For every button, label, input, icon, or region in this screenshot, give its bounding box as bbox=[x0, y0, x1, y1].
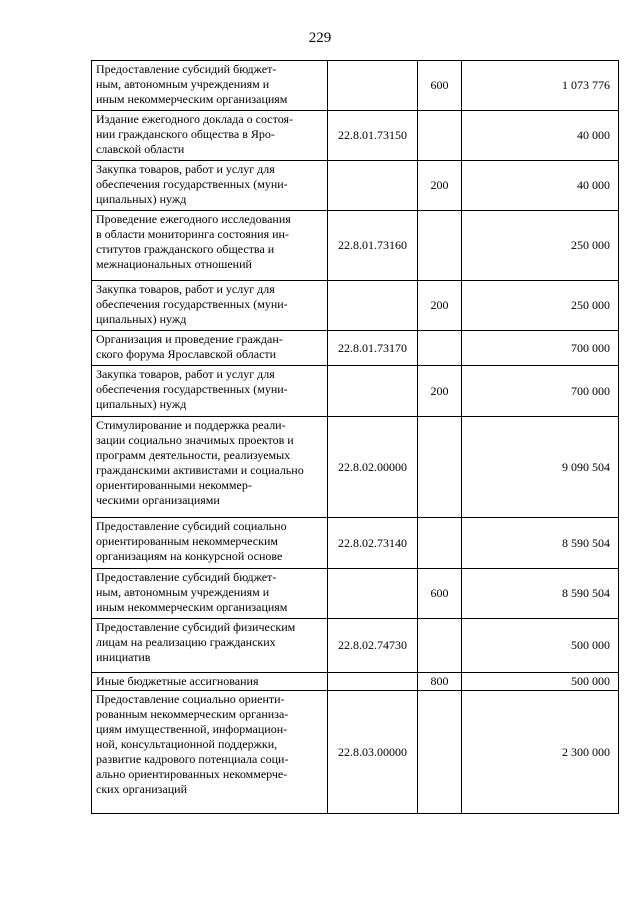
row-description: Закупка товаров, работ и услуг для обеспечения государственных (муни- ципальных) нужд bbox=[92, 366, 328, 417]
row-amount: 500 000 bbox=[462, 673, 619, 691]
budget-table-body bbox=[92, 61, 619, 814]
row-description: Закупка товаров, работ и услуг для обеспечения государственных (муни- ципальных) нужд bbox=[92, 281, 328, 331]
row-code: 22.8.01.73150 bbox=[328, 111, 418, 161]
row-expense-type bbox=[418, 691, 462, 814]
row-expense-type: 800 bbox=[418, 673, 462, 691]
row-description: Предоставление субсидий бюджет- ным, автономным учреждениям и иным некоммерческим организациям bbox=[92, 569, 328, 619]
table-row bbox=[92, 673, 619, 691]
row-code: 22.8.02.00000 bbox=[328, 417, 418, 518]
row-amount: 8 590 504 bbox=[462, 569, 619, 619]
row-amount: 40 000 bbox=[462, 161, 619, 211]
row-expense-type bbox=[418, 518, 462, 569]
row-amount: 700 000 bbox=[462, 331, 619, 366]
table-row bbox=[92, 417, 619, 518]
table-row bbox=[92, 331, 619, 366]
row-expense-type: 600 bbox=[418, 569, 462, 619]
row-code: 22.8.03.00000 bbox=[328, 691, 418, 814]
table-row bbox=[92, 111, 619, 161]
row-amount: 8 590 504 bbox=[462, 518, 619, 569]
row-code: 22.8.02.74730 bbox=[328, 619, 418, 673]
row-code bbox=[328, 366, 418, 417]
table-row bbox=[92, 518, 619, 569]
row-expense-type bbox=[418, 211, 462, 281]
row-amount: 2 300 000 bbox=[462, 691, 619, 814]
row-amount: 700 000 bbox=[462, 366, 619, 417]
row-expense-type bbox=[418, 619, 462, 673]
page-number: 229 bbox=[308, 30, 332, 46]
table-row bbox=[92, 161, 619, 211]
row-description: Организация и проведение граждан- ского форума Ярославской области bbox=[92, 331, 328, 366]
row-code: 22.8.01.73160 bbox=[328, 211, 418, 281]
row-expense-type: 200 bbox=[418, 366, 462, 417]
row-code: 22.8.01.73170 bbox=[328, 331, 418, 366]
row-description: Предоставление субсидий бюджет- ным, автономным учреждениям и иным некоммерческим организациям bbox=[92, 61, 328, 111]
row-amount: 250 000 bbox=[462, 211, 619, 281]
row-code bbox=[328, 569, 418, 619]
table-row bbox=[92, 691, 619, 814]
row-code bbox=[328, 161, 418, 211]
row-code bbox=[328, 61, 418, 111]
table-row bbox=[92, 619, 619, 673]
table-row bbox=[92, 569, 619, 619]
row-description: Предоставление субсидий социально ориентированным некоммерческим организациям на конкурсной основе bbox=[92, 518, 328, 569]
table-row bbox=[92, 366, 619, 417]
row-description: Иные бюджетные ассигнования bbox=[92, 673, 328, 691]
row-description: Проведение ежегодного исследования в области мониторинга состояния ин- ститутов гражданского общества и межнациональных отношений bbox=[92, 211, 328, 281]
table-row bbox=[92, 281, 619, 331]
budget-table bbox=[91, 60, 619, 814]
row-code bbox=[328, 281, 418, 331]
row-code bbox=[328, 673, 418, 691]
row-amount: 250 000 bbox=[462, 281, 619, 331]
row-description: Предоставление социально ориенти- рованным некоммерческим организа- циям имущественной, информацион- ной, консультационной поддержки, развитие кадрового потенциала соци- ально ориентированных некоммерче- ских организаций bbox=[92, 691, 328, 814]
row-description: Издание ежегодного доклада о состоя- нии гражданского общества в Яро- славской области bbox=[92, 111, 328, 161]
row-expense-type bbox=[418, 417, 462, 518]
row-code: 22.8.02.73140 bbox=[328, 518, 418, 569]
row-expense-type: 200 bbox=[418, 161, 462, 211]
row-description: Предоставление субсидий физическим лицам на реализацию гражданских инициатив bbox=[92, 619, 328, 673]
table-row bbox=[92, 61, 619, 111]
row-description: Стимулирование и поддержка реали- зации социально значимых проектов и программ деятельности, реализуемых гражданскими активистами и социально ориентированными некоммер- ческими организациями bbox=[92, 417, 328, 518]
row-amount: 40 000 bbox=[462, 111, 619, 161]
table-row bbox=[92, 211, 619, 281]
row-amount: 9 090 504 bbox=[462, 417, 619, 518]
row-expense-type: 600 bbox=[418, 61, 462, 111]
row-expense-type bbox=[418, 331, 462, 366]
row-description: Закупка товаров, работ и услуг для обеспечения государственных (муни- ципальных) нужд bbox=[92, 161, 328, 211]
row-expense-type: 200 bbox=[418, 281, 462, 331]
row-amount: 1 073 776 bbox=[462, 61, 619, 111]
row-expense-type bbox=[418, 111, 462, 161]
row-amount: 500 000 bbox=[462, 619, 619, 673]
